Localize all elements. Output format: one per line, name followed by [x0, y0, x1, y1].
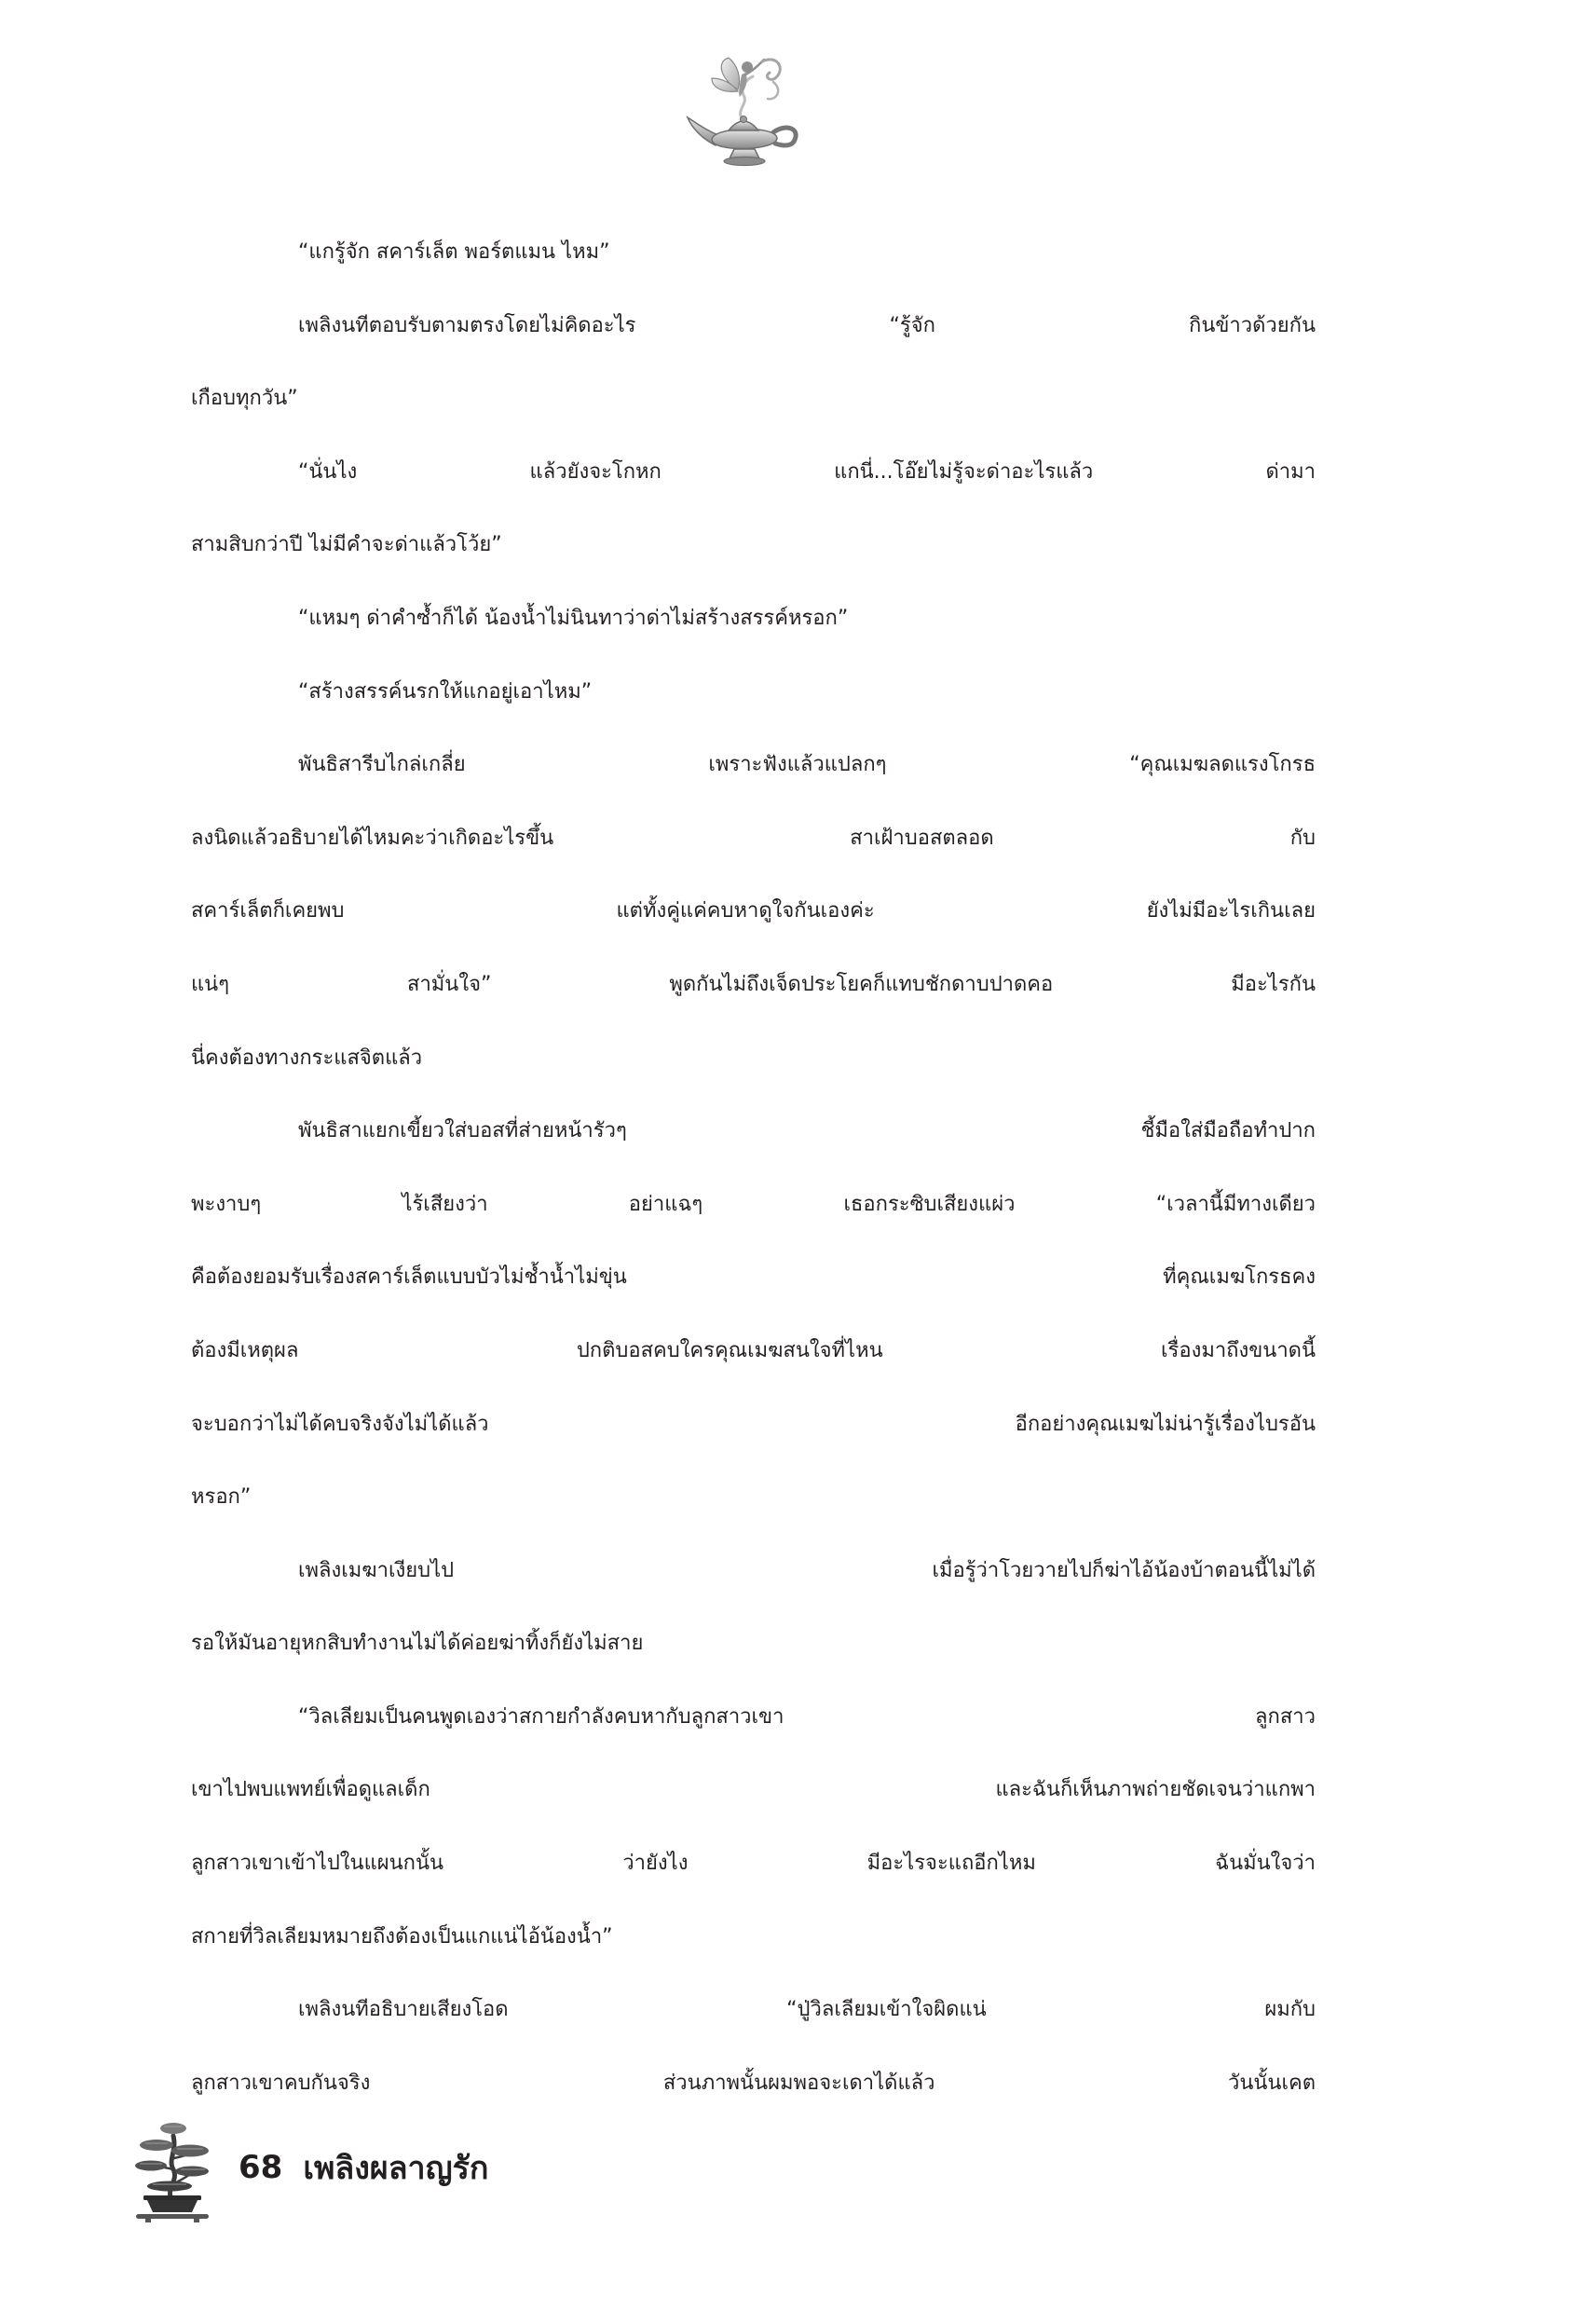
book-title: เพลิงผลาญรัก: [303, 2150, 489, 2187]
paragraph: [191, 582, 1316, 656]
page-number: 68: [239, 2149, 283, 2186]
text-line: นี่คงต้องทางกระแสจิตแล้ว: [191, 1046, 423, 1070]
text-line: แน่ๆ สามั่นใจ” พูดกันไม่ถึงเจ็ดประโยคก็แทบชักดาบปาดคอ มีอะไรกัน: [191, 972, 1316, 996]
paragraph: [191, 729, 1316, 1095]
text-line: สกายที่วิลเลียมหมายถึงต้องเป็นแกแน่ไอ้น้องน้ำ”: [191, 1924, 613, 1949]
genie-lamp-icon: [680, 52, 811, 173]
text-line: สคาร์เล็ตก็เคยพบ แต่ทั้งคู่แค่คบหาดูใจกันเองค่ะ ยังไม่มีอะไรเกินเลย: [191, 899, 1316, 923]
text-line: ลูกสาวเขาเข้าไปในแผนกนั้น ว่ายังไง มีอะไรจะแถอีกไหม ฉันมั่นใจว่า: [191, 1852, 1316, 1876]
text-line: “นั่นไง แล้วยังจะโกหก แกนี่...โอ๊ยไม่รู้จะด่าอะไรแล้ว ด่ามา: [298, 459, 1316, 484]
body-text: [191, 216, 1316, 2120]
text-line: พันธิสาแยกเขี้ยวใส่บอสที่ส่ายหน้ารัวๆ ชี้มือใส่มือถือทำปาก: [298, 1119, 1316, 1143]
text-line: รอให้มันอายุหกสิบทำงานไม่ได้ค่อยฆ่าทิ้งก็ยังไม่สาย: [191, 1632, 644, 1656]
text-line: พันธิสารีบไกล่เกลี่ย เพราะฟังแล้วแปลกๆ “คุณเมฆลดแรงโกรธ: [298, 753, 1316, 777]
text-line: เพลิงนทีอธิบายเสียงโอด “ปู่วิลเลียมเข้าใจผิดแน่ ผมกับ: [298, 1998, 1316, 2022]
footer-caption: [239, 2143, 488, 2192]
paragraph: [191, 1535, 1316, 1681]
bonsai-tree-icon: [130, 2113, 214, 2225]
paragraph: [191, 656, 1316, 730]
text-line: ลงนิดแล้วอธิบายได้ไหมคะว่าเกิดอะไรขึ้น สาเฝ้าบอสตลอด กับ: [191, 826, 1316, 850]
text-line: สามสิบกว่าปี ไม่มีคำจะด่าแล้วโว้ย”: [191, 533, 502, 557]
text-line: ต้องมีเหตุผล ปกติบอสคบใครคุณเมฆสนใจที่ไหน เรื่องมาถึงขนาดนี้: [191, 1338, 1316, 1362]
text-line: “สร้างสรรค์นรกให้แกอยู่เอาไหม”: [298, 679, 593, 704]
text-line: คือต้องยอมรับเรื่องสคาร์เล็ตแบบบัวไม่ช้ำน้ำไม่ขุ่น ที่คุณเมฆโกรธคง: [191, 1265, 1316, 1290]
text-line: จะบอกว่าไม่ได้คบจริงจังไม่ได้แล้ว อีกอย่างคุณเมฆไม่น่ารู้เรื่องไบรอัน: [191, 1412, 1316, 1436]
text-line: เพลิงนทีตอบรับตามตรงโดยไม่คิดอะไร “รู้จัก กินข้าวด้วยกัน: [298, 313, 1316, 337]
paragraph: [191, 436, 1316, 582]
text-line: “แหมๆ ด่าคำซ้ำก็ได้ น้องน้ำไม่นินทาว่าด่าไม่สร้างสรรค์หรอก”: [298, 606, 849, 630]
text-line: พะงาบๆ ไร้เสียงว่า อย่าแฉๆ เธอกระซิบเสียงแผ่ว “เวลานี้มีทางเดียว: [191, 1192, 1316, 1216]
paragraph: [191, 216, 1316, 290]
paragraph: [191, 1974, 1316, 2120]
paragraph: [191, 1681, 1316, 1974]
text-line: เพลิงเมฆาเงียบไป เมื่อรู้ว่าโวยวายไปก็ฆ่าไอ้น้องบ้าตอนนี้ไม่ได้: [298, 1558, 1316, 1582]
text-line: ลูกสาวเขาคบกันจริง ส่วนภาพนั้นผมพอจะเดาได้แล้ว วันนั้นเคต: [191, 2071, 1316, 2095]
page-footer: [130, 2113, 783, 2225]
text-line: “วิลเลียมเป็นคนพูดเองว่าสกายกำลังคบหากับลูกสาวเขา ลูกสาว: [298, 1704, 1316, 1729]
paragraph: [191, 290, 1316, 436]
text-line: “แกรู้จัก สคาร์เล็ต พอร์ตแมน ไหม”: [298, 240, 610, 264]
text-line: หรอก”: [191, 1485, 252, 1510]
paragraph: [191, 1095, 1316, 1535]
text-line: เกือบทุกวัน”: [191, 387, 298, 411]
text-line: เขาไปพบแพทย์เพื่อดูแลเด็ก และฉันก็เห็นภาพถ่ายชัดเจนว่าแกพา: [191, 1778, 1316, 1802]
